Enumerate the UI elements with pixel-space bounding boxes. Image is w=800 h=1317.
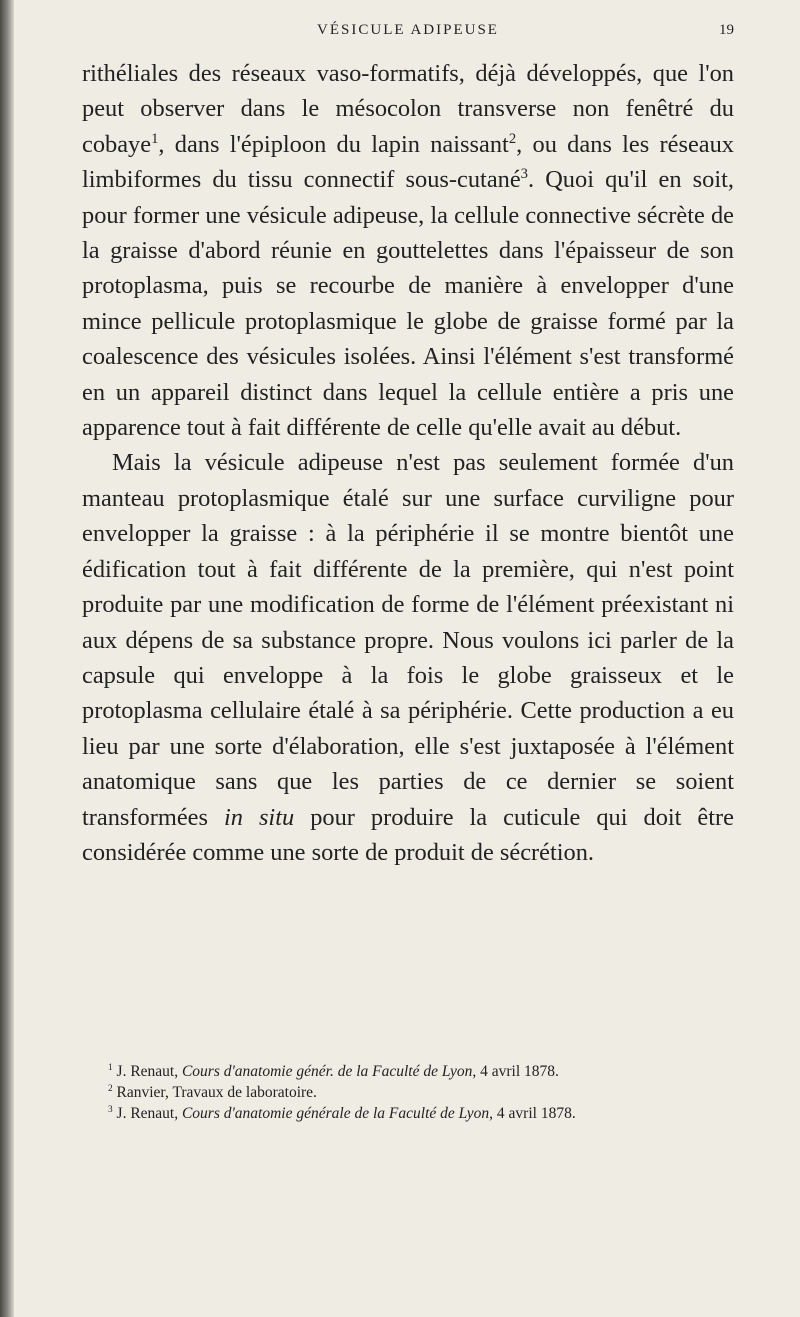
page-header [82,18,734,44]
text-run: . Quoi qu'il en soit, pour former une vésicule adipeuse, la cellule connective sécrète de la graisse d'abord réunie en gouttelettes dans l'épaisseur de son protoplasma, puis se recourbe de manière à envelopper d'une mince pellicule protoplasmique le globe de graisse formé par la coalescence des vésicules isolées. Ainsi l'élément s'est transformé en un appareil distinct dans lequel la cellule entière a pris une apparence tout à fait différente de celle qu'elle avait au début. [82,166,734,442]
text-run: J. Renaut, [112,1063,182,1080]
footnote-marker: 1 [151,130,159,147]
footnotes [82,1061,734,1124]
text-run: , 4 avril 1878. [472,1063,559,1080]
italic-text: in situ [223,803,295,831]
footnote-marker: 1 [108,1062,113,1073]
page-binding-shadow [0,0,14,1317]
paragraph-1 [82,56,734,445]
text-run: , 4 avril 1878. [489,1105,576,1122]
running-title: VÉSICULE ADIPEUSE [317,22,499,38]
footnote-2 [82,1082,734,1103]
text-run: Ranvier, Travaux de laboratoire. [112,1084,317,1101]
text-run: , ou dans les réseaux limbiformes du tissu connectif sous-cutané [82,130,734,194]
text-run: Mais la vésicule adipeuse n'est pas seulement formée d'un manteau protoplasmique étalé sur une surface curviligne pour envelopper la graisse : à la périphérie il se montre bientôt une édification tout à fait différente de la première, qui n'est point produite par une modification de forme de l'élément préexistant ni aux dépens de sa substance propre. Nous voulons ici parler de la capsule qui enveloppe à la fois le globe graisseux et le protoplasma cellulaire étalé à sa périphérie. Cette production a eu lieu par une sorte d'élaboration, elle s'est juxtaposée à l'élément anatomique sans que les parties de ce dernier se soient transformées [82,449,734,831]
paragraph-2 [82,445,734,870]
text-run: , dans l'épiploon du lapin naissant [158,130,509,158]
text-run: pour produire la cuticule qui doit être considérée comme une sorte de produit de sécrétion. [82,803,734,866]
footnote-marker: 3 [520,166,528,183]
italic-text: Cours d'anatomie générale de la Faculté de Lyon [181,1105,490,1122]
footnote-marker: 3 [108,1104,113,1115]
text-run: rithéliales des réseaux vaso-formatifs, déjà développés, que l'on peut observer dans le mésocolon transverse non fenêtré du cobaye [82,60,734,158]
text-run: J. Renaut, [112,1105,182,1122]
page-number: 19 [719,22,734,38]
footnote-3 [82,1103,734,1124]
body-text [82,56,734,870]
footnote-marker: 2 [508,130,517,147]
footnote-1 [82,1061,734,1082]
footnote-marker: 2 [108,1083,113,1094]
italic-text: Cours d'anatomie génér. de la Faculté de Lyon [181,1063,473,1080]
